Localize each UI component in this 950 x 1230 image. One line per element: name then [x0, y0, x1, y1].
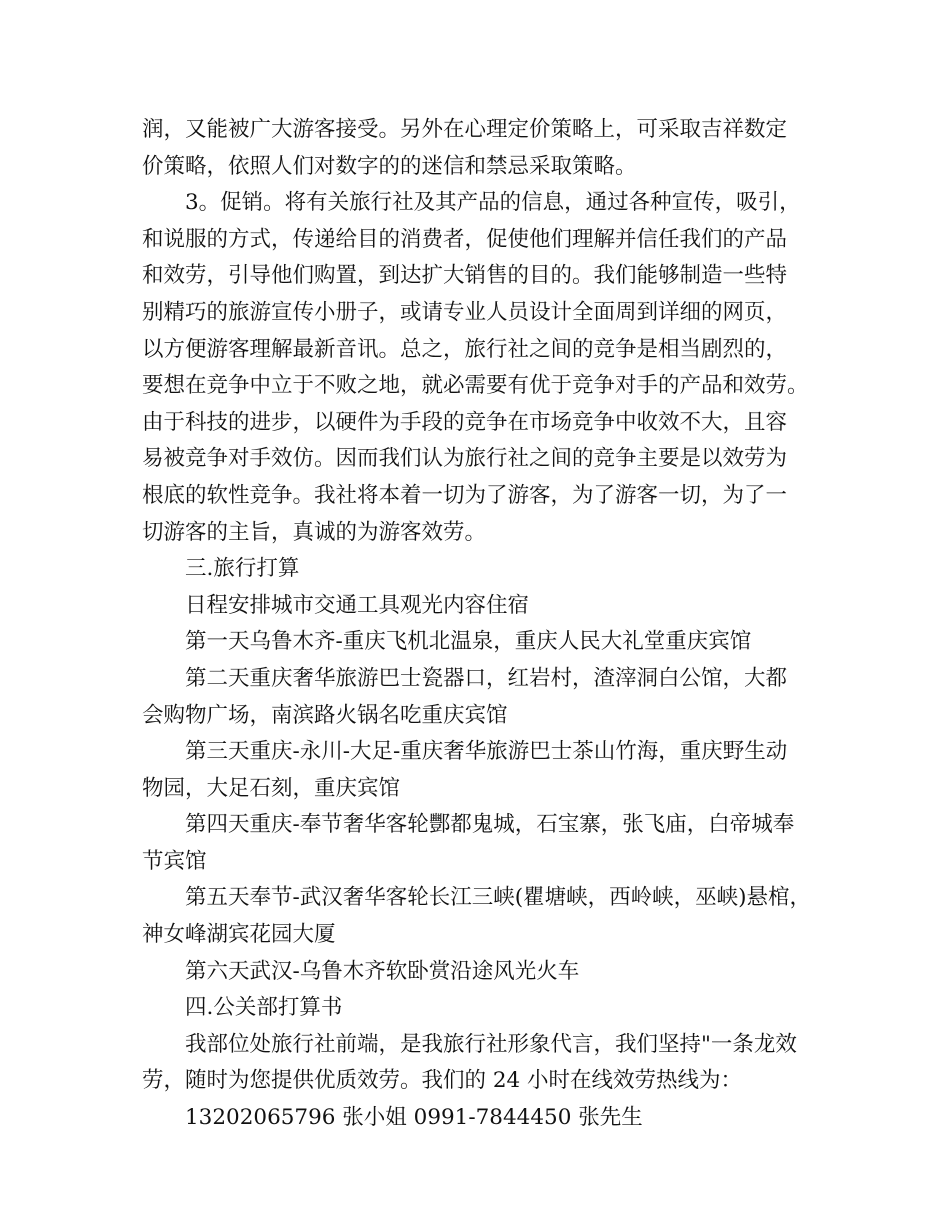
- text-line: 根底的软性竞争。我社将本着一切为了游客，为了游客一切，为了一: [142, 482, 788, 508]
- text-line: 易被竞争对手效仿。因而我们认为旅行社之间的竞争主要是以效劳为: [142, 446, 788, 472]
- paragraph: [142, 624, 814, 661]
- paragraph: [142, 112, 814, 185]
- text-line: 会购物广场，南滨路火锅名吃重庆宾馆: [142, 702, 508, 728]
- paragraph: [142, 551, 814, 588]
- text-line: 第四天重庆-奉节奢华客轮酆都鬼城，石宝寨，张飞庙，白帝城奉: [185, 812, 795, 838]
- text-line: 和效劳，引导他们购置，到达扩大销售的目的。我们能够制造一些特: [142, 263, 788, 289]
- document-body: [142, 112, 814, 1137]
- paragraph: [142, 807, 814, 880]
- text-line: 第三天重庆-永川-大足-重庆奢华旅游巴士茶山竹海，重庆野生动: [185, 739, 788, 765]
- text-line: 以方便游客理解最新音讯。总之，旅行社之间的竞争是相当剧烈的，: [142, 336, 788, 362]
- paragraph: [142, 661, 814, 734]
- text-line: 我部位处旅行社前端，是我旅行社形象代言，我们坚持"一条龙效: [185, 1031, 797, 1057]
- text-line: 神女峰湖宾花园大厦: [142, 922, 336, 948]
- paragraph: [142, 588, 814, 625]
- text-line: 第二天重庆奢华旅游巴士瓷器口，红岩村，渣滓洞白公馆，大都: [185, 665, 788, 691]
- text-line: 要想在竞争中立于不败之地，就必需要有优于竞争对手的产品和效劳。: [142, 373, 809, 399]
- text-line: 三.旅行打算: [185, 556, 300, 582]
- text-line: 3。促销。将有关旅行社及其产品的信息，通过各种宣传，吸引，: [185, 190, 801, 216]
- paragraph: [142, 880, 814, 953]
- text-line: 四.公关部打算书: [185, 995, 343, 1021]
- text-line: 第五天奉节-武汉奢华客轮长江三峡(瞿塘峡，西岭峡，巫峡)悬棺，: [185, 885, 812, 911]
- paragraph: [142, 185, 814, 551]
- text-line: 切游客的主旨，真诚的为游客效劳。: [142, 519, 487, 545]
- text-line: 日程安排城市交通工具观光内容住宿: [185, 592, 530, 618]
- paragraph: [142, 990, 814, 1027]
- text-line: 别精巧的旅游宣传小册子，或请专业人员设计全面周到详细的网页，: [142, 299, 788, 325]
- paragraph: [142, 1100, 814, 1137]
- text-line: 第六天武汉-乌鲁木齐软卧赏沿途风光火车: [185, 958, 580, 984]
- paragraph: [142, 954, 814, 991]
- text-line: 物园，大足石刻，重庆宾馆: [142, 775, 401, 801]
- text-line: 13202065796 张小姐 0991-7844450 张先生: [185, 1105, 643, 1131]
- text-line: 节宾馆: [142, 848, 207, 874]
- paragraph: [142, 734, 814, 807]
- text-line: 和说服的方式，传递给目的消费者，促使他们理解并信任我们的产品: [142, 226, 788, 252]
- text-line: 润，又能被广大游客接受。另外在心理定价策略上，可采取吉祥数定: [142, 117, 788, 142]
- text-line: 劳，随时为您提供优质效劳。我们的 24 小时在线效劳热线为：: [142, 1068, 743, 1094]
- paragraph: [142, 1027, 814, 1100]
- text-line: 价策略，依照人们对数字的的迷信和禁忌采取策略。: [142, 153, 637, 179]
- text-line: 由于科技的进步，以硬件为手段的竞争在市场竞争中收效不大，且容: [142, 409, 788, 435]
- text-line: 第一天乌鲁木齐-重庆飞机北温泉，重庆人民大礼堂重庆宾馆: [185, 629, 752, 655]
